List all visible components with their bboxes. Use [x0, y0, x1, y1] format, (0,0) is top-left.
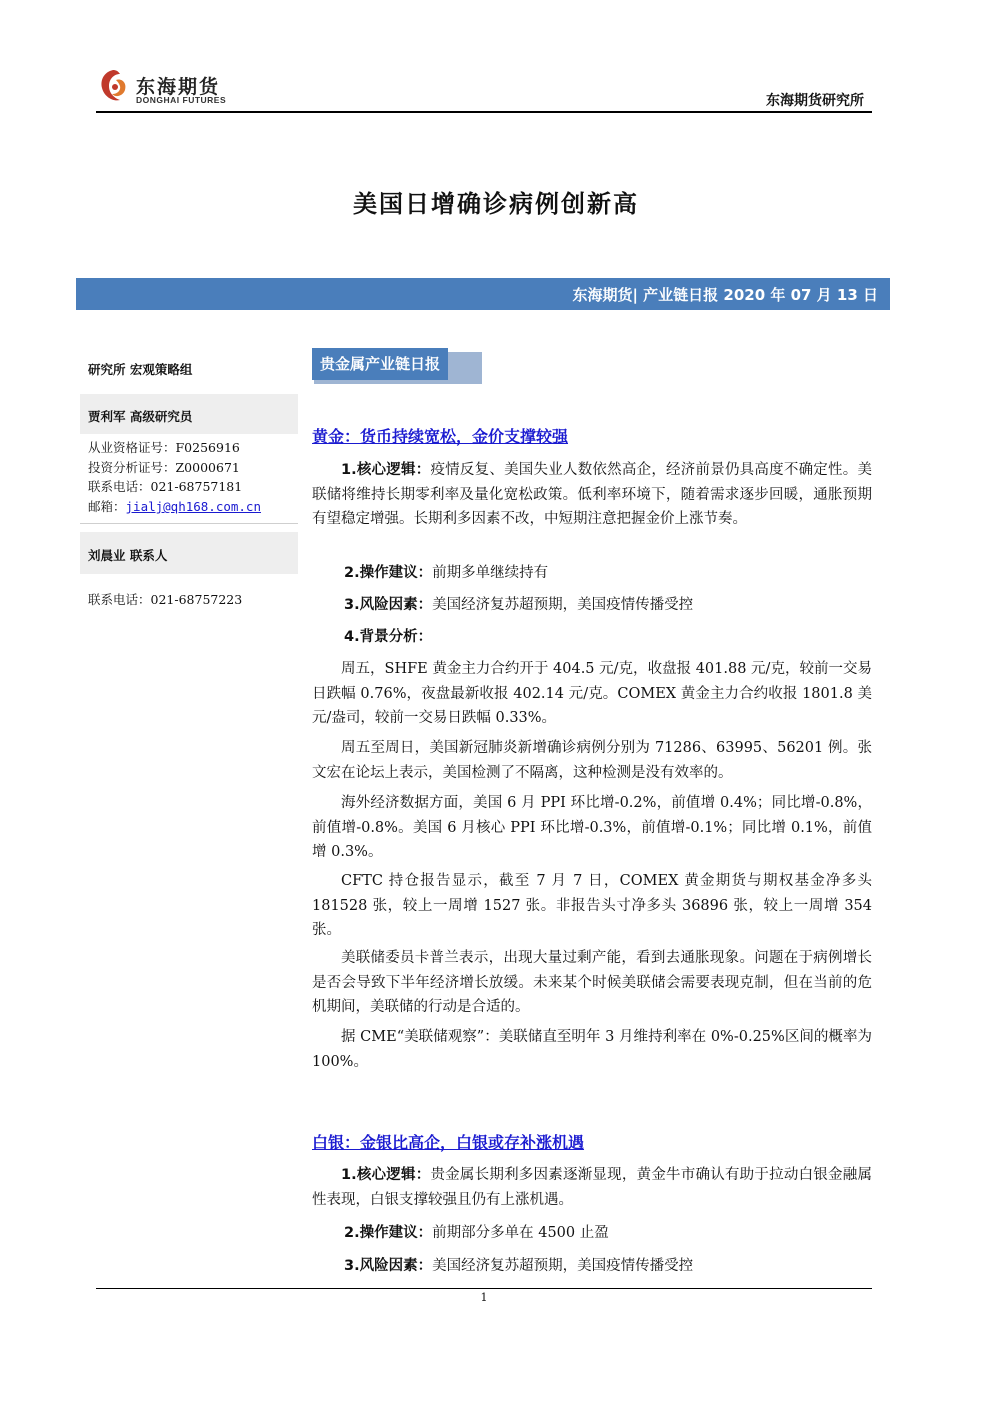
gold-logic-text: 疫情反复、美国失业人数依然高企，经济前景仍具高度不确定性。美联储将维持长期零利率及量化宽松政策。低利率环境下，随着需求逐步回暖，通胀预期有望稳定增强。长期利多因素不改，中短期注意把握金价上涨节奏。 [312, 462, 872, 527]
silver-logic-text: 贵金属长期利多因素逐渐显现，黄金牛市确认有助于拉动白银金融属性表现，白银支撑较强且仍有上涨机遇。 [312, 1167, 872, 1208]
department-label: 研究所 宏观策略组 [88, 362, 193, 377]
email-row [88, 497, 261, 515]
gold-bg-label: 4.背景分析： [344, 629, 433, 645]
silver-advice-label: 2.操作建议： [344, 1225, 433, 1241]
silver-advice [344, 1221, 609, 1246]
gold-advice-text: 前期多单继续持有 [432, 565, 549, 581]
logo-english-text: DONGHAI FUTURES [136, 95, 227, 105]
section-tag: 贵金属产业链日报 [312, 348, 448, 380]
gold-para-6: 据 CME“美联储观察”：美联储直至明年 3 月维持利率在 0%-0.25%区间的概率为 100%。 [312, 1029, 872, 1070]
gold-advice-label: 2.操作建议： [344, 565, 433, 581]
header-divider [96, 111, 872, 113]
silver-risk [344, 1254, 693, 1279]
gold-background [344, 625, 432, 650]
footer-divider [96, 1288, 872, 1289]
silver-advice-text: 前期部分多单在 4500 止盈 [432, 1225, 609, 1241]
banner-text: 东海期货| 产业链日报 2020 年 07 月 13 日 [572, 286, 878, 304]
analyst-name: 贾利军 高级研究员 [88, 409, 193, 424]
gold-para-1: 周五，SHFE 黄金主力合约开于 404.5 元/克，收盘报 401.88 元/克，较前一交易日跌幅 0.76%，夜盘最新收报 402.14 元/克。COMEX 黄金主力合约收报 1801.8 美元/盎司，较前一交易日跌幅 0.33%。 [312, 661, 872, 726]
contact-name: 刘晨业 联系人 [88, 548, 168, 563]
gold-para-3: 海外经济数据方面，美国 6 月 PPI 环比增-0.2%，前值增 0.4%；同比增-0.8%，前值增-0.8%。美国 6 月核心 PPI 环比增-0.3%，前值增-0.1%；同比增 0.1%，前值增 0.3%。 [312, 795, 872, 860]
analyst-phone: 联系电话：021-68757181 [88, 479, 243, 494]
gold-logic-label: 1.核心逻辑： [341, 462, 431, 478]
company-logo [96, 66, 236, 110]
logo-chinese-text: 东海期货 [136, 76, 221, 98]
gold-heading[interactable]: 黄金：货币持续宽松，金价支撑较强 [312, 427, 569, 446]
gold-para-4: CFTC 持仓报告显示，截至 7 月 7 日，COMEX 黄金期货与期权基金净多头 181528 张，较上一周增 1527 张。非报告头寸净多头 36896 张，较上一周增 354 张。 [312, 873, 872, 938]
silver-core-logic [312, 1163, 872, 1212]
gold-para-5: 美联储委员卡普兰表示，出现大量过剩产能，看到去通胀现象。问题在于病例增长是否会导致下半年经济增长放缓。未来某个时候美联储会需要表现克制，但在当前的危机期间，美联储的行动是合适的。 [312, 950, 872, 1015]
gold-core-logic [312, 458, 872, 532]
sidebar-divider [80, 523, 298, 524]
gold-risk [344, 593, 693, 618]
institute-name: 东海期货研究所 [766, 93, 864, 109]
qualification-cert: 从业资格证号：F0256916 [88, 440, 240, 455]
gold-risk-label: 3.风险因素： [344, 597, 433, 613]
gold-risk-text: 美国经济复苏超预期，美国疫情传播受控 [432, 597, 694, 613]
email-label: 邮箱： [88, 499, 126, 514]
page-number: 1 [480, 1291, 488, 1304]
silver-risk-text: 美国经济复苏超预期，美国疫情传播受控 [432, 1258, 694, 1274]
report-title: 美国日增确诊病例创新高 [353, 189, 639, 218]
silver-heading[interactable]: 白银：金银比高企，白银或存补涨机遇 [312, 1133, 585, 1152]
gold-advice [344, 561, 548, 586]
silver-risk-label: 3.风险因素： [344, 1258, 433, 1274]
analysis-cert: 投资分析证号：Z0000671 [88, 460, 240, 475]
contact-phone: 联系电话：021-68757223 [88, 592, 243, 607]
logo-emblem-icon [96, 66, 130, 106]
silver-logic-label: 1.核心逻辑： [341, 1167, 431, 1183]
email-link[interactable]: jialj@qh168.com.cn [125, 499, 261, 514]
gold-para-2: 周五至周日，美国新冠肺炎新增确诊病例分别为 71286、63995、56201 例。张文宏在论坛上表示，美国检测了不隔离，这种检测是没有效率的。 [312, 740, 872, 781]
